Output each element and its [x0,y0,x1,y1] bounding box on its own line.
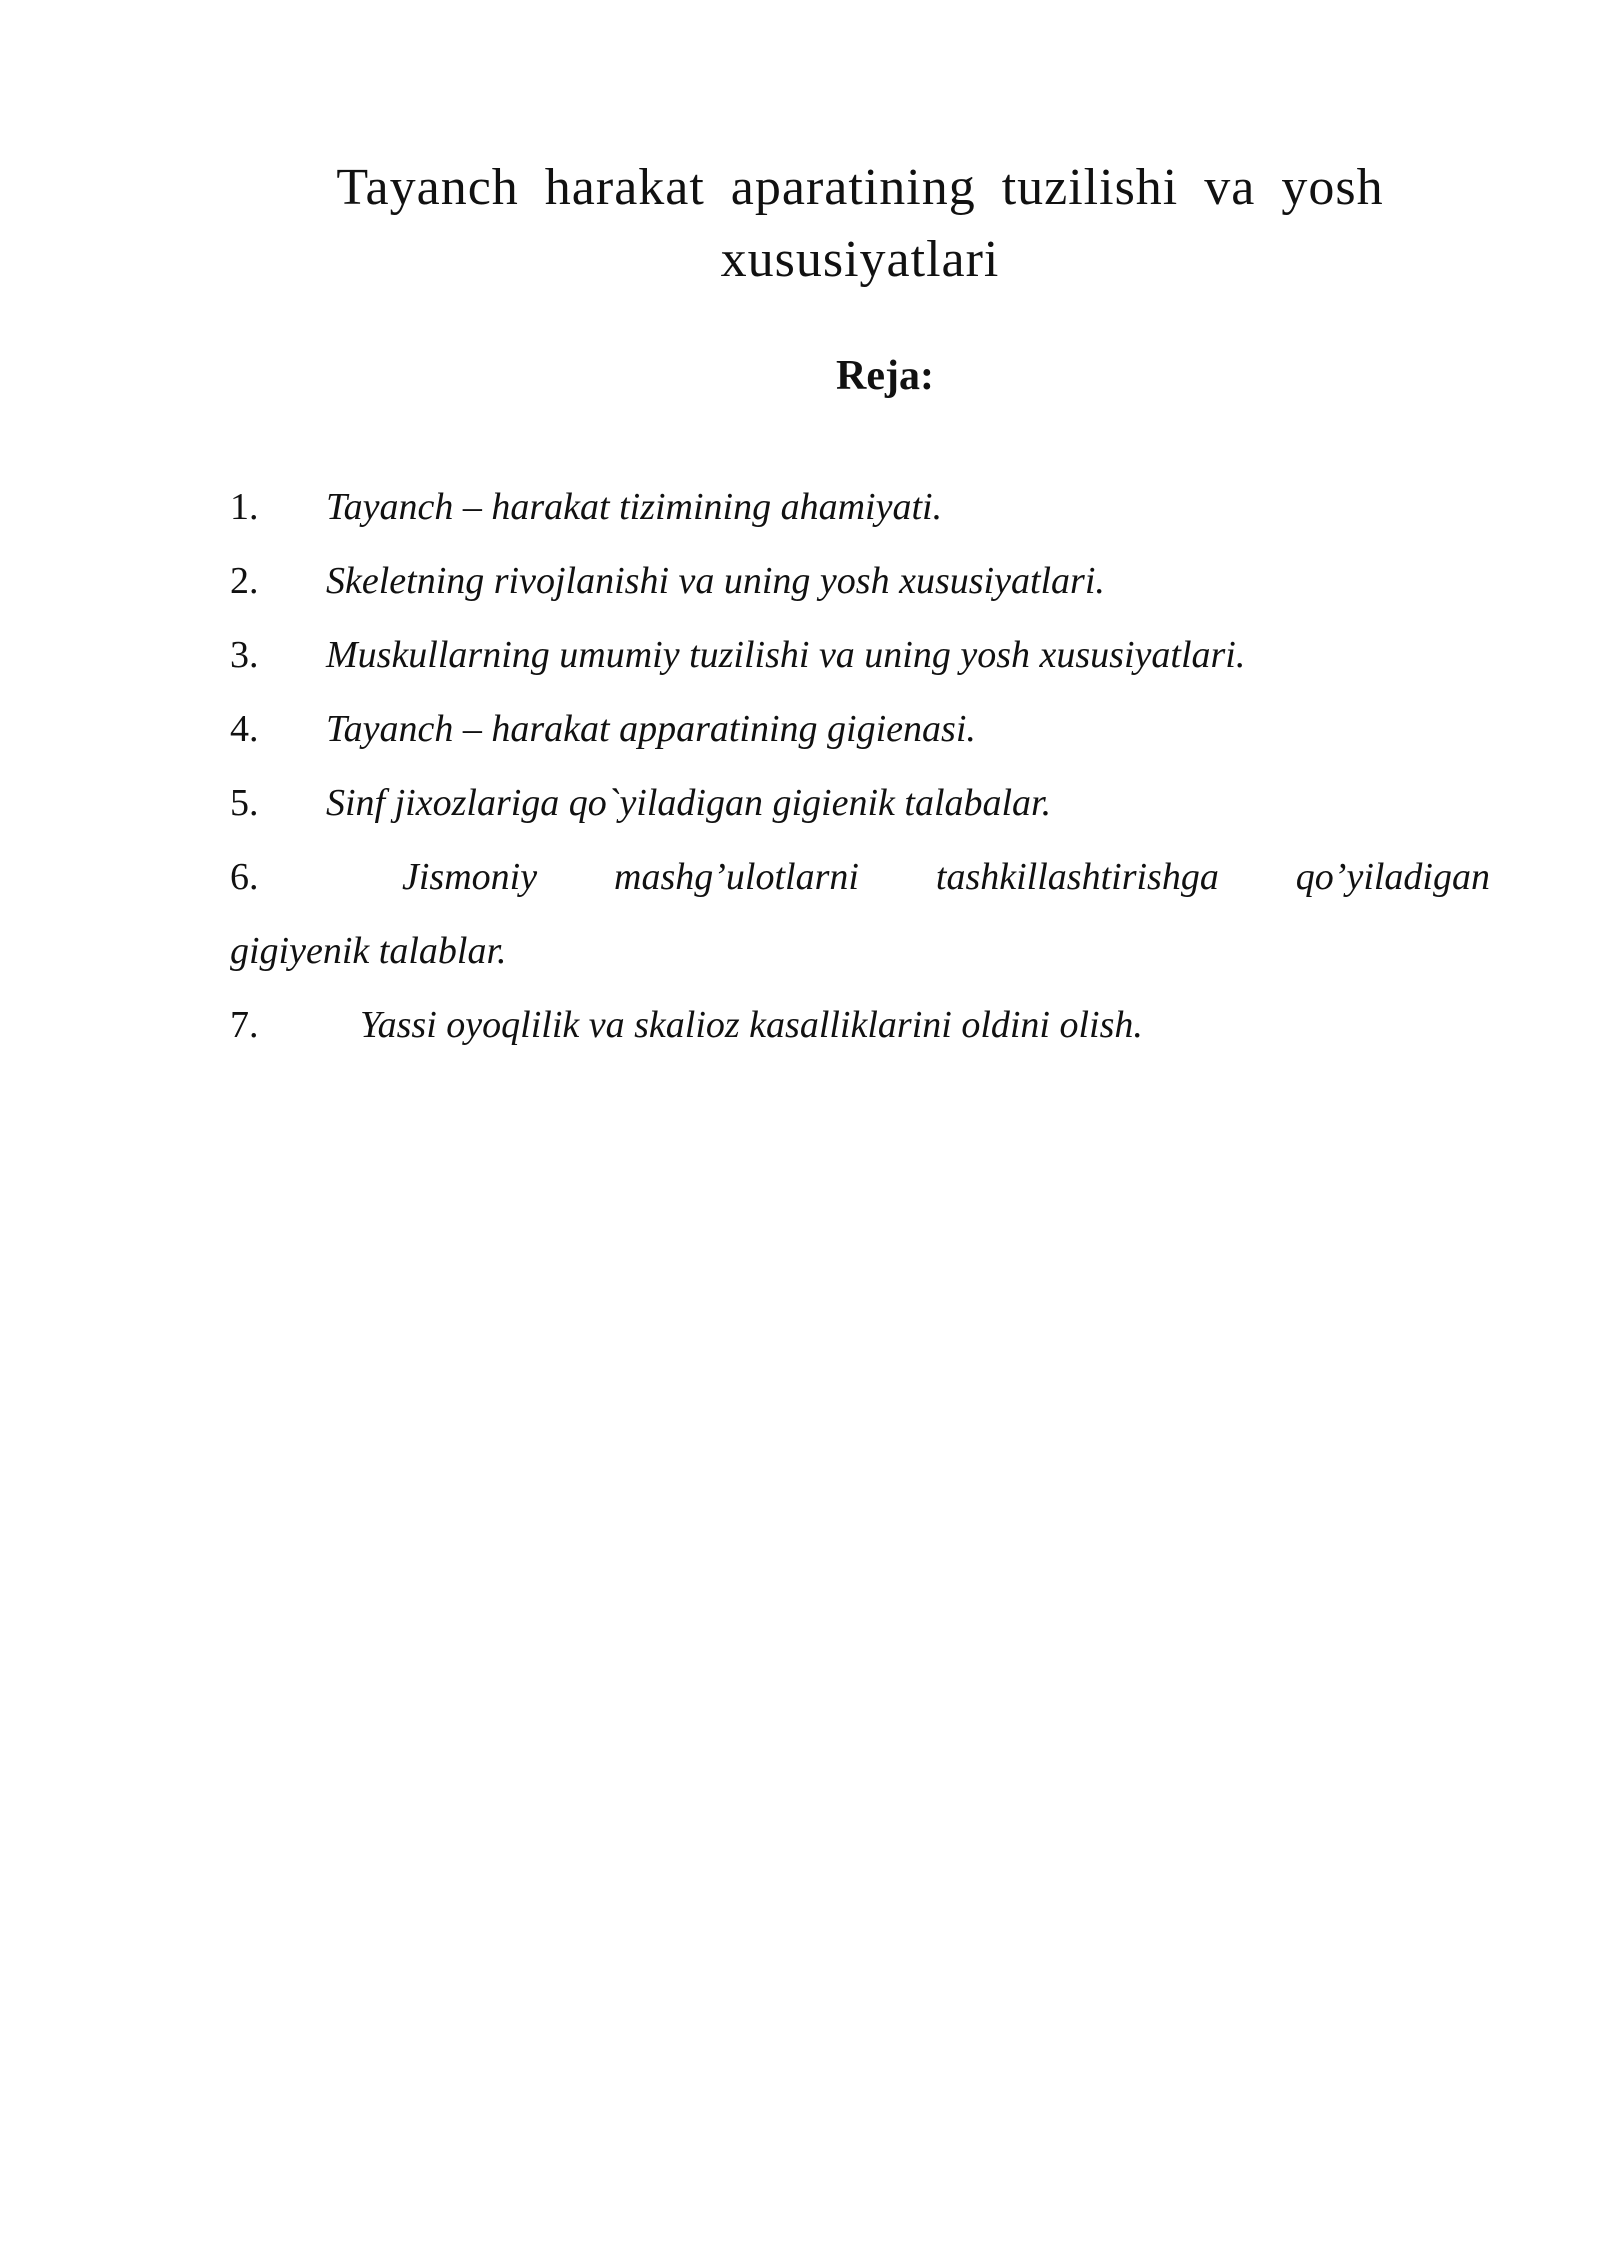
plan-item-text: Sinf jixozlariga qo`yiladigan gigienik talabalar. [326,782,1052,824]
plan-item-number: 7. [230,1004,259,1046]
plan-item-text: Tayanch – harakat apparatining gigienasi. [326,708,976,750]
plan-item-number: 4. [230,708,259,750]
plan-item-text: Tayanch – harakat tizimining ahamiyati. [326,486,943,528]
plan-item-2 [230,544,1490,618]
plan-item-number: 5. [230,782,259,824]
plan-list [230,470,1490,1062]
plan-item-number: 3. [230,634,259,676]
plan-item-3 [230,618,1490,692]
plan-item-1 [230,470,1490,544]
plan-item-number: 1. [230,486,259,528]
plan-item-text-line2: gigiyenik talablar. [230,930,507,972]
plan-item-text-line1: Jismoniy mashg’ulotlarni tashkillashtirishga qo’yiladigan [402,856,1490,898]
plan-item-text: Yassi oyoqlilik va skalioz kasalliklarini oldini olish. [360,1004,1143,1046]
plan-item-4 [230,692,1490,766]
plan-heading: Reja: [836,353,934,399]
plan-item-text: Skeletning rivojlanishi va uning yosh xususiyatlari. [326,560,1105,602]
plan-item-number: 6. [230,856,259,898]
plan-item-text: Muskullarning umumiy tuzilishi va uning yosh xususiyatlari. [326,634,1246,676]
plan-item-6 [230,840,1490,988]
plan-item-5 [230,766,1490,840]
plan-item-number: 2. [230,560,259,602]
plan-item-7 [230,988,1490,1062]
document-title: Tayanch harakat aparatining tuzilishi va yosh xususiyatlari [336,159,1384,288]
